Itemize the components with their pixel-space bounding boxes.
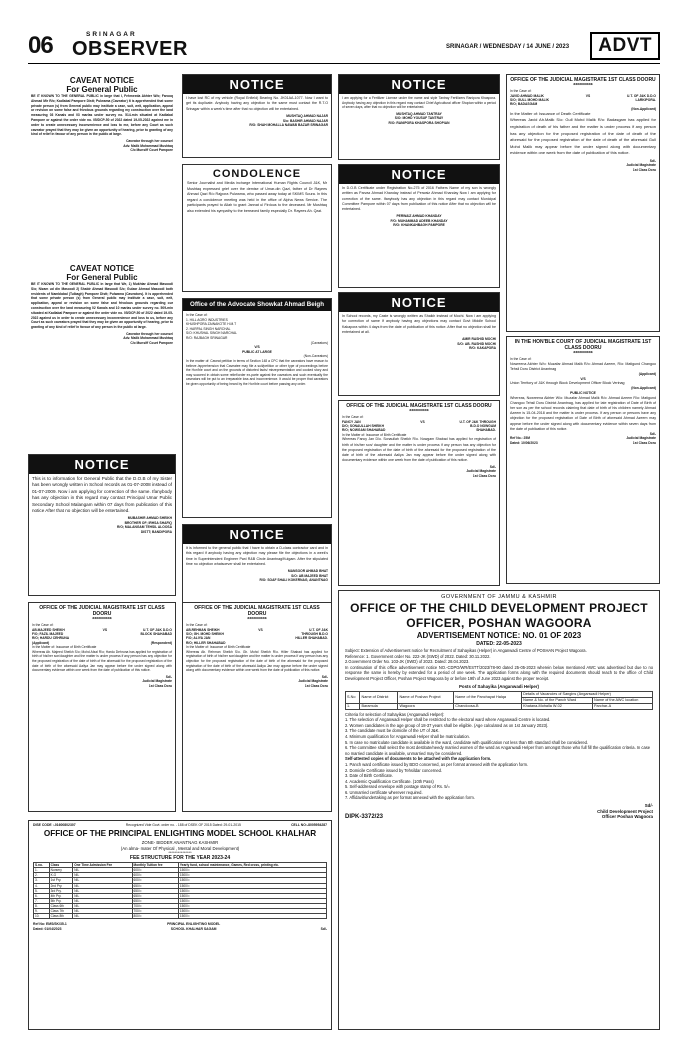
caveat-subtitle: For General Public [66, 273, 138, 282]
table-cell: 5. [34, 888, 50, 893]
cdpo-advertisement [338, 590, 660, 1030]
caveators-label: (Caveators) [310, 340, 328, 345]
notice-sig: MUBASHIR AHMAD SHEIKH [127, 516, 172, 521]
table-cell: NIL [73, 898, 132, 903]
jm-stars: ********** [573, 351, 593, 357]
notice-sig: S/O: MOHD YOUSUF TANTRAY [394, 116, 444, 121]
table-cell: NIL [73, 883, 132, 888]
party-right: THROUGH B.D.O [301, 632, 328, 636]
versus: V/S [580, 376, 586, 381]
udise-code: DISE CODE :-01600802307 [33, 823, 76, 827]
party-left: S/O; GULL MOHD MALIK [510, 98, 549, 102]
party-right: U.T. OF J&K D.D.O [627, 93, 656, 98]
dated: Dated: 01/04/2023 [33, 926, 62, 931]
notice-sig: R/O: SOAF SHALI KOKERNAG, ANANTNAG [259, 578, 328, 582]
table-cell: 10. [34, 914, 50, 919]
caveat-sig: Caveator through her counsel [126, 139, 173, 144]
notice-sig: R/O; MALANGAM TEHSIL ALOOSA [117, 525, 172, 530]
notice-sig: R/O: KAKAPORA [469, 346, 496, 350]
sig: 1st Class Doru [472, 473, 496, 478]
sig: Judicial Magistrate [142, 679, 172, 684]
table-cell: NIL [73, 914, 132, 919]
cell-number: CELL NO:-8005954287 [291, 823, 327, 827]
case-of: In the Case of: [186, 313, 208, 317]
jm-title: IN THE HON'BLE COURT OF JUDICIAL MAGISTRATE 1ST CLASS DOORU [514, 339, 652, 351]
matter: In the Matter of: Issuance of Birth Certificate [186, 645, 251, 650]
applicant-label: (Applicant) [32, 640, 50, 645]
caveat-body: BE IT KNOWN TO THE GENERAL PUBLIC in large that We, 1) Mukhtar Ahmad Masoodi S/o; Nizam ud din Masoodi 2) Shabir Ahmad Masoodi S/o; Gulzar Ahmad Masoodi both residents of Namblabal (Tulbagh) Pampore Distt; Pulwama (Caveators). It is apprehended that some private person (s) from General public may institute a case, suit, writ, application, appeal or revision on some false and frivolous grounds regarding our construction over the land measuring 02 Kanals and 10 marlas under survey no. 509-min situated at Kadlabal Pampore or against the order vide no. 05/DCP-50 of 2022 dated 19-05-2022 against us in order to create unnecessary inconvenience and loss to us, before any Court as such caveators prayed that they may be given an opportunity of hearing, prior to granting of any kind of relief in favour of any person in the public at large. [31, 282, 173, 330]
table-cell: 1500/= [178, 873, 326, 878]
criteria-item: 4. Minimum qualification for Anganwadi Helper shall be matriculation. [345, 733, 470, 739]
table-cell: 1500/= [178, 898, 326, 903]
party-left: R/O; BADASGAM [510, 102, 538, 107]
table-cell: 1500/= [178, 883, 326, 888]
table-cell: 650/= [132, 888, 178, 893]
school-title: OFFICE OF THE PRINCIPAL ENLIGHTING MODEL SCHOOL KHALHAR [43, 829, 317, 838]
table-cell: 1. [346, 703, 360, 709]
jm-body: Whereas Fancy Jan D/o. Sonaullah Sheikh R/o. Nowgam Shabad has applied for registration of birth of his/her son/ daughter and the matter is under process if any person has any objection for the proposed registration of the date of birth of the aforesaid for the proposed registration of the date of birth of the aforesaid Aaliya Jan may appear before the under signed along with documentary evidence within one week from the date of publication of this notice. [342, 437, 496, 462]
table-subheader: Name & No. of the Panch Ward [522, 697, 593, 703]
condolence-title: CONDOLENCE [212, 168, 302, 180]
matter: In the Matter of: Issuance of Birth Certificate [32, 645, 97, 650]
school-stars: *************** [168, 850, 192, 856]
recognition: Recognized Vide Govt. order no. - 188 of DSEK OF 2015 Dated: 29-01-2015 [125, 823, 241, 827]
party-left: R/O; HARDU CEHRUNA [32, 636, 70, 641]
criteria-item: 3. The candidate must be domicile of the UT of J&K. [345, 728, 440, 734]
case-of: In the Case of: [510, 89, 532, 93]
adv-date: DATED: 22-05-2023 [476, 641, 522, 647]
caveat-sig: Caveator through her counsel [126, 331, 173, 336]
party-left: S/O; GH. MOHD SHEIKH [186, 632, 224, 636]
table-cell: 4. [34, 883, 50, 888]
cdpo-title: OFFICER, POSHAN WAGOORA [406, 616, 592, 630]
notice-body: This is to information for General Public that the D.O.B of my Sister has been wrongly written in School records as 01-07-2008 instead of 01-07-2009. Now i am applying for correction of the same. Ifanybody has any objection in this regard may contact Principal Umar Public Secondary School Malangam within 07 days from publication of this notice After that no objection will be entertained. [32, 476, 172, 514]
case-of: In the Case of: [510, 357, 532, 361]
notice-sig: R/O: KHANKAHBAGH PAMPORE [393, 223, 445, 228]
fee-title: FEE STRUCTURE FOR THE YEAR 2023-24 [129, 855, 231, 862]
doc-item: 5. Self-addressed envelope with postage stamp of Rs. 5/= [345, 784, 451, 790]
non-applicant-label: (Non-Applicant) [631, 106, 656, 111]
dipk-code: DIPK-3372/23 [345, 813, 384, 820]
table-cell: NIL [73, 873, 132, 878]
table-header: Monthly Tuition fee [132, 863, 178, 868]
jm-notice-hiller [182, 602, 332, 812]
caveat-subtitle: For General Public [66, 85, 138, 94]
jm-stars: ********** [409, 409, 429, 415]
party-right: HILLER SHAHABAD. [295, 636, 328, 641]
notice-body: I have lost RC of my vehicle (Royal Enfield) Bearing No. JK01AA-1077. Now I want to get its duplicate. Anybody having any objection to the same must contact the R.T.O Srinagar within a week's time after that no objection will be entertained. [186, 96, 328, 111]
notice-sig: PERWAIZ AHMAD KHANDAY [396, 214, 442, 219]
table-cell: Khatana-Mohalla W-02 [522, 703, 593, 709]
notice-sig: R/O: RANIPORA KHASPORA SHOPIAN [388, 120, 450, 125]
notice-sig: S/O: AB. RASHID MOCHI [457, 341, 496, 346]
table-header: Yearly fund, school maintenance, Games, Red cross, printing etc. [178, 863, 326, 868]
notice-title: NOTICE [183, 75, 331, 94]
paragraph: In continuation of this office advertisement notice NO.-CDPO/WR/ESTT/2023/78-90 dated 25-05-2023 wherein below mentioned AWC was advertised but due to no response the same is hereby by extended for a period of one week. The application forms along with the required documents should reach to the office of Child Development Project Officer, Poshan Project Wagoora by or before 19th of June 2023 against the proper receipt. [345, 664, 653, 681]
caveat-sig: Adv. Malik Mohammad Mushtaq [123, 336, 173, 341]
brand-city: SRINAGAR [86, 31, 137, 38]
versus: VS [420, 419, 425, 424]
fee-table [33, 862, 327, 919]
party-left: F/O; FAZIL MAJEED [32, 632, 64, 636]
caveat-notice-1 [28, 74, 176, 254]
table-cell: NIL [73, 909, 132, 914]
respondent-label: (Respondent) [150, 640, 172, 645]
doc-item: 3. Date of Birth Certificate. [345, 773, 394, 779]
notice-sig: R/O: SHAH MOHALLA NAWAB BAZAR SRINAGAR [249, 123, 328, 128]
vacancy-table [345, 691, 653, 710]
notice-sig: BROTHER OF; IRHSA SHAFIQ [124, 520, 172, 525]
versus: V/S [254, 345, 260, 350]
case-parties [510, 94, 656, 107]
sd: Sd/- [649, 158, 656, 163]
notice-fertilizer [338, 74, 500, 160]
cdpo-title: OFFICE OF THE CHILD DEVELOPMENT PROJECT [350, 601, 648, 615]
doc-item: 1. Panch ward certificate issued by BDO concerned, as per format annexed with the application form. [345, 761, 529, 767]
table-cell: Baramula [360, 703, 398, 709]
party-line: KHUSHPORA ZAINAKOTE H.M.T [186, 322, 237, 327]
notice-sig: MUSHTAQ AHMAD TANTRAY [396, 111, 442, 116]
table-cell: 8. [34, 903, 50, 908]
caveat-sig: C/o Munsiff Court Pampore [130, 147, 173, 152]
brand-logo [72, 32, 188, 59]
non-applicant-label: (Non-Applicant) [631, 386, 656, 391]
table-cell: Nursery [49, 868, 73, 873]
table-cell: 800/= [132, 914, 178, 919]
party-left: AB.REHMAN SHEIKH [186, 627, 220, 632]
party-left: FANCY JAN [342, 419, 361, 424]
party-right: U.T. OF J&K [309, 627, 328, 632]
caveat-body: BE IT KNOWN TO THE GENERAL PUBLIC in large that I, Fehmeeda Akhter W/o; Farooq Ahmad Mir R/o; Kadlabal Pampore Distt; Pulwama (Caveator) It is apprehended that some private person (s) from General public may institute a case, suit, writ, application, appeal or revision on some false and frivolous grounds regarding my construction over the land measuring 03 Kanals and 03 marlas under survey no. 514-min situated at Kadlabal Pampore or against the order vide no. 05/DCP-50 of 2022 dated 19-05-2022 against me in order to create unnecessary inconvenience and loss to me, before any Court as such caveator prayed that they may be given an opportunity of hearing, prior to granting of any kind of relief in favour of any person in the public at large. [31, 94, 173, 137]
table-cell: 7. [34, 898, 50, 903]
party-line: S/O: KHUSHAL SINGH NARCHAL [186, 331, 237, 336]
public-notice-label: PUBLIC NOTICE [570, 390, 596, 395]
notice-sig: S/O: AB MAJEED BHAT [291, 573, 328, 578]
table-cell: 2nd Pry. [49, 883, 73, 888]
sig: Child Development Project [597, 808, 653, 814]
criteria-item: 1. The selection of Anganwadi Helper shall be restricted to the electoral ward where Anganwadi Centre is located. [345, 717, 551, 723]
notice-sig: AMIR RASHID MOCHI [462, 337, 496, 342]
notice-title: NOTICE [29, 455, 175, 474]
table-cell: 1. [34, 868, 50, 873]
party-right: B.D.O NOWGAM [470, 424, 496, 428]
sig: PRINCIPAL ENLIGHTING MODEL [167, 922, 221, 927]
criteria-item: 6. The committee shall select the most destitute/needy married women of the ward as Anganwadi Helper from amongst those who full fill the qualification criteria. In case no married candidate is available, unmarried may be considered. [345, 745, 651, 756]
versus: VS [258, 627, 263, 632]
caveat-notice-2 [28, 262, 176, 448]
ref-no: Ref No.: 25M [510, 436, 530, 441]
table-cell: NIL [73, 903, 132, 908]
party-left: R/O; HILLER SHAHABAD [186, 640, 226, 645]
sd: Sd/- [489, 464, 496, 469]
versus: VS [102, 627, 108, 632]
matter: In the Matter of: Issuance of Birth Certificate [342, 432, 407, 437]
jm-notice-nowreena [506, 336, 660, 584]
brand-name: OBSERVER [72, 37, 188, 60]
case-parties [342, 420, 496, 433]
party-right: BLOCK SHAHABAD [140, 632, 172, 636]
party-left: R/O; NOWGAM SHAHABAD [342, 428, 386, 433]
table-cell: 600/= [132, 878, 178, 883]
condolence-body: Senior Journalist and Media incharge International Human Rights Council J&K, Mr Mushtaq expressed grief over the demise of Umar-din Qazi, father of Dr Rayees Ahmad Qazi R/o Rajpora Pulwama, who passed away today at SKIMS Soura. In this regard a condolence meeting was held in the office of Alpha News Service. The participants prayed to Allah to grant Jannat ul Firdous to the deceased. Mr Mushtaq also extended his sympathy to the bereaved family especially Dr. Rayees Ah. Qazi. [187, 181, 327, 213]
doc-item: 7. Affidavit/undertaking as per format annexed with the application form. [345, 795, 475, 801]
criteria-item: 2. Women candidates in the age group of 18-37 years shall be eligible. (Age calculated as on 1st January 2023). [345, 722, 549, 728]
notice-title: NOTICE [339, 165, 499, 184]
notice-title: NOTICE [339, 75, 499, 94]
table-row [34, 914, 327, 919]
notice-perwaiz [338, 164, 500, 288]
criteria-item: 5. In case no matriculate candidate is available in the ward, candidate with qualification not less than 8th standard shall be considered. [345, 739, 589, 745]
notice-title: NOTICE [339, 293, 499, 312]
table-header: Class [49, 863, 73, 868]
table-cell: 600/= [132, 868, 178, 873]
sig: Judicial Magistrate [298, 679, 328, 684]
notice-sig: MANSOOR AHMAD BHAT [287, 569, 328, 574]
school-fee-notice [28, 820, 332, 1030]
jm-notice-hardu [28, 602, 176, 812]
table-cell: 3. [34, 878, 50, 883]
doc-item: 6. Unmarried certificate wherever required. [345, 789, 423, 795]
table-cell: 1500/= [178, 903, 326, 908]
jm-title: OFFICE OF THE JUDICIAL MAGISTRATE 1ST CLASS DOORU [510, 77, 656, 83]
advocate-title: Office of the Advocate Showkat Ahmad Beigh [183, 299, 331, 311]
jm-title: OFFICE OF THE JUDICIAL MAGISTRATE 1ST CLASS DOORU [346, 403, 492, 409]
jm-stars: ********** [573, 83, 593, 89]
table-header: Name of the Panchayat Halqa [454, 691, 522, 703]
party-right: SHAHABAD. [476, 428, 496, 433]
table-cell: 5th Pry. [49, 898, 73, 903]
applicant-label: (Applicant) [638, 372, 656, 376]
sd: Sd/- [321, 674, 328, 679]
table-cell: 1500/= [178, 888, 326, 893]
table-header: Details of Vacancies of Sangins (Anganwadi Helper) [522, 691, 653, 697]
notice-caste [338, 292, 500, 396]
table-cell: Class 6th [49, 903, 73, 908]
doc-item: 4. Academic Qualification Certificate. (10th Pass) [345, 778, 434, 784]
notice-dob [28, 454, 176, 596]
table-cell: Parchar-A [593, 703, 653, 709]
jm-body: Whereas Ab. Rehman Sheikh S/o. Gh. Mohd Sheikh R/o. Hiller Shabad has applied for registration of birth of his/her son/daughter and the matter is under process if any person has any objection for the proposed registration of the date of birth of the aforesaid for the proposed registration of the date of birth of the aforesaid Aaliya Jan may appear before the under signed along with documentary evidence within one week from the date of publication of this notice. [186, 649, 328, 673]
notice-sig: F/O: MUHAMMAD ADEEB KHANDAY [390, 218, 448, 223]
table-cell: NIL [73, 893, 132, 898]
matter: In the Matter of: Issuance of Death Certificate [510, 111, 591, 117]
party-right: U.T. OF J&K THROUGH [459, 419, 496, 424]
table-cell: 1500/= [178, 878, 326, 883]
table-cell: 1500/= [178, 914, 326, 919]
table-cell: 1500/= [178, 893, 326, 898]
school-aim: (An alma- mater Of Physical , Mental and Moral Development) [120, 845, 240, 851]
table-cell: NIL [73, 888, 132, 893]
sig: Officer Poshan Wagoora [601, 814, 653, 820]
table-cell: 1500/= [178, 909, 326, 914]
party-right: LARKIPORA. [635, 98, 656, 102]
notice-body: In School records, my Caste is wrongly written as Shaikh instead of Mochi. Now i am applying for correction of same If anybody having any objections may contact Govt Middle School Kakapora within 4 days from the date of publication of this notice. After that no objection shall be entertained at all. [342, 314, 496, 334]
table-cell: K.G [49, 873, 73, 878]
party-left: AB.MAJEED SHEIKH [32, 627, 65, 632]
notice-rc [182, 74, 332, 158]
notice-body: In D.O.B Certificate under Registration No-275 of 2016 Fathers Name of my son is wrongly written as Parvaz Ahmad Khanday instead of Perwaiz Ahmad Khanday Now I am applying for correction of the same. Ifanybody has any objection in this regard may contact Municipal Committee Pampore within 07 days from publication of this notice After that no objection will be entertained. [342, 186, 496, 212]
party-right: U.T. OF J&K D.D.O [143, 627, 172, 632]
table-cell: 700/= [132, 909, 178, 914]
jm-body: Whereas Javid Ah.Malik S/o: Gull Mohd Malik R/o: Badasgam has applied for registration of death of his father and the matter is under process if any person has any objection for the proposed registration of the date of death of the aforesaid for the proposed registration of the date of death of the aforesaid Gull Mohd Malik may appear before the under signed along with documentary evidence within one week from the date of publication of this notice. [510, 117, 656, 156]
sig: Judicial Magistrate [626, 163, 656, 168]
party-left: D/O; SONAULLAH SHEIKH [342, 424, 384, 428]
table-subheader: Name of the AWC location [593, 697, 653, 703]
sig: Judicial Magistrate [466, 469, 496, 474]
masthead [28, 30, 660, 64]
newspaper-page [28, 30, 660, 1030]
criteria-title: Criteria for selection of Sahayikas (Anganwadi Helper): [345, 711, 445, 717]
table-header: Name of District [360, 691, 398, 703]
party-line: 1. HILL AGRO INDUSTRIES [186, 317, 228, 322]
dateline: SRINAGAR / WEDNESDAY / 14 JUNE / 2023 [446, 44, 570, 50]
table-cell: 6. [34, 893, 50, 898]
party-left: JAVID AHMAD MALIK [510, 93, 544, 98]
ref-no: Ref No: EMS/SK/35-1 [33, 922, 67, 927]
table-header: Name of Poshan Project [398, 691, 454, 703]
table-cell: 650/= [132, 898, 178, 903]
notice-title: NOTICE [183, 525, 331, 544]
table-cell: Chandoosa-B [454, 703, 522, 709]
jm-body: Whereas, Nowreena Akhter W/o: Muzafar Ahmad Malik R/o: Ahmad Azeem R/o: Matigund Changoo Tehsil Doru District Anantnag, has applied for late registration of Date of Birth of her son as per the school records claiming that date of birth of his children namely Ahmad Azeem is 15-04-2018 and the matter is under process. If any person or persons have any objection for the proposed registration of Date of Birth of aforesaid Ahmad Azeem may appear before the under signed along with documentary evidence within seven days from the date of publication of this notice. [510, 395, 656, 431]
docs-title: Self-attested copies of documents to be attached with the application form. [345, 756, 492, 762]
public-at-large: PUBLIC AT LARGE [242, 349, 272, 354]
notice-sig: S/o: BASHIR AHMAD NAJAR [282, 118, 328, 123]
table-header: S.No [346, 691, 360, 703]
party-line: R/O: RAJBAGH SRINAGAR [186, 335, 228, 340]
reference: Reference: 1. Government order No. 222-JK (SWD) of 2022. Dated: 30.11.2022. [345, 653, 491, 659]
caveat-sig: C/o Munsiff Court Pampore [130, 340, 173, 345]
table-header: One Time Admission Fee [73, 863, 132, 868]
party-line: Union Territory of J&K through Block Development Officer Block Verinag [510, 381, 625, 386]
sig: SCHOOL KHALHAR SAGAM [170, 926, 217, 931]
case-of: In the Case of: [342, 415, 364, 419]
table-cell: 4th Pry. [49, 893, 73, 898]
sd: Sd/- [320, 926, 327, 931]
adv-no: ADVERTISEMENT NOTICE: NO. 01 OF 2023 [416, 631, 582, 640]
caveat-title: CAVEAT NOTICE [69, 76, 135, 85]
table-cell: 650/= [132, 883, 178, 888]
doc-item: 2. Domicile Certificate issued by Tehsildar concerned. [345, 767, 443, 773]
notice-sig: MUSHTAQ AHMAD NAJAR [286, 114, 328, 119]
table-cell: 2. [34, 873, 50, 878]
notice-body: I am applying for a Fertilizer License under the name and style Tantray Fertilizers Ranipora Khaspora. Anybody having any objection in this regard may contact Chief Agricultural officer Shopian within a period of seven days, after that no objection will be entertained. [342, 96, 496, 110]
jm-title: OFFICE OF THE JUDICIAL MAGISTRATE 1ST CLASS DOORU [39, 605, 165, 617]
subject: Subject: Extension of Advertisement notice for Recruitment of Sahayikas (Helper) in Anganwadi Centre of POSHAN Project Wagoora. [345, 648, 587, 653]
case-of: In the Case of: [186, 623, 208, 627]
jm-notice-javid [506, 74, 660, 332]
section-badge: ADVT [590, 32, 660, 60]
gov-header: GOVERNMENT OF JAMMU & KASHMIR [441, 594, 557, 600]
table-cell: NIL [73, 878, 132, 883]
table-cell: 1st Pry. [49, 878, 73, 883]
table-cell: 700/= [132, 903, 178, 908]
sig: 1st Class Doru [148, 683, 172, 688]
table-cell: Class 8th [49, 914, 73, 919]
non-caveators-label: (Non-Caveators) [303, 354, 328, 359]
caveat-title: CAVEAT NOTICE [69, 264, 135, 273]
table-cell: 600/= [132, 873, 178, 878]
versus: VS [585, 93, 591, 98]
table-cell: 650/= [132, 893, 178, 898]
sd: Sd/- [644, 803, 653, 809]
table-cell: NIL [73, 868, 132, 873]
table-cell: Wagoora [398, 703, 454, 709]
dated: Dated: 10/06/2023 [510, 440, 538, 445]
sig: Judicial Magistrate [626, 436, 656, 441]
table-cell: 9. [34, 909, 50, 914]
jm-body: Whereas Ab. Majeed Sheikh S/o; Mohd Afzal R/o; Hardu Dehruna has applied for registration of birth of his/her son/daughter and the matter is under process if any person has any objection for the proposed registration of the date of birth of the aforesaid for the proposed registration of the date of birth of the aforesaid Aaliya Jan may appear before the under signed along with documentary evidence within one week from the date of publication of this notice. [32, 649, 172, 673]
advocate-notice [182, 298, 332, 518]
sd: Sd/- [649, 432, 656, 436]
sd: Sd/- [165, 674, 172, 679]
case-parties [32, 628, 172, 641]
table-cell: 3rd Pry. [49, 888, 73, 893]
jm-notice-fancy [338, 400, 500, 586]
table-cell: Class 7th [49, 909, 73, 914]
table-header: S.no. [34, 863, 50, 868]
reference: 2.Government Order No. 103-JK (SWD) of 2023. Dated: 28.04.2023. [345, 659, 470, 665]
posts-title: Posts of Sahayika (Anganwadi Helper) [458, 683, 540, 689]
notice-sig: DISTT; BANDIPORA [140, 529, 172, 534]
condolence [182, 164, 332, 292]
case-parties [186, 628, 328, 646]
jm-stars: ********** [247, 617, 267, 623]
table-row [346, 703, 653, 709]
caveat-sig: Adv. Malik Mohammad Mushtaq [123, 143, 173, 148]
jm-stars: ********** [92, 617, 112, 623]
case-of: In the Case of: [32, 623, 54, 627]
school-zone: ZONE- BIDDER ANANTNAG KASHMIR [141, 840, 219, 845]
sig: 1st Class Doru [632, 440, 656, 445]
party-line: 2. HARPAL SINGH NARCHAL [186, 326, 231, 331]
party-line: Nowreena Akhter W/o: Muzafar Ahmad Malik R/o: Ahmad Azeem, R/o: Matigund Changoo Tehsil Doru District Anantnag [510, 361, 656, 371]
page-number: 06 [28, 32, 53, 59]
notice-body: It is informed to the general public that I have to obtain a D-class contractor card and in this regard if anybody having any objection may please file the objections in a week's time in Superintendent Engineer Pwd R&B Circle Anantnag/Kulgam. After the stipulated time no objection whatsoever shall be entertained. [186, 546, 328, 566]
sig: 1st Class Doru [304, 683, 328, 688]
advocate-body: In the matter of: Caveat petition in terms of Section 148 a CPC that the caveators have reason to believe /apprehension that Caveatee may file a suit/petition or other type of proceedings before the Hon'ble court and on the grounds of distorted facts/ misrepresentation and cooked story and may succeed in obtain some relief/order ex-parte against the caveators and such eventually the caveators will be put to an irreparable loss and inconvenience. It would be proper that caveators be given opportunity of being heard by the Hon'ble court before passing any order. [186, 358, 328, 386]
table-cell: 1500/= [178, 868, 326, 873]
jm-title: OFFICE OF THE JUDICIAL MAGISTRATE 1ST CLASS DOORU [194, 605, 320, 617]
sig: 1st Class Doru [632, 167, 656, 172]
party-left: F/O; ALIYA JAN [186, 636, 211, 641]
